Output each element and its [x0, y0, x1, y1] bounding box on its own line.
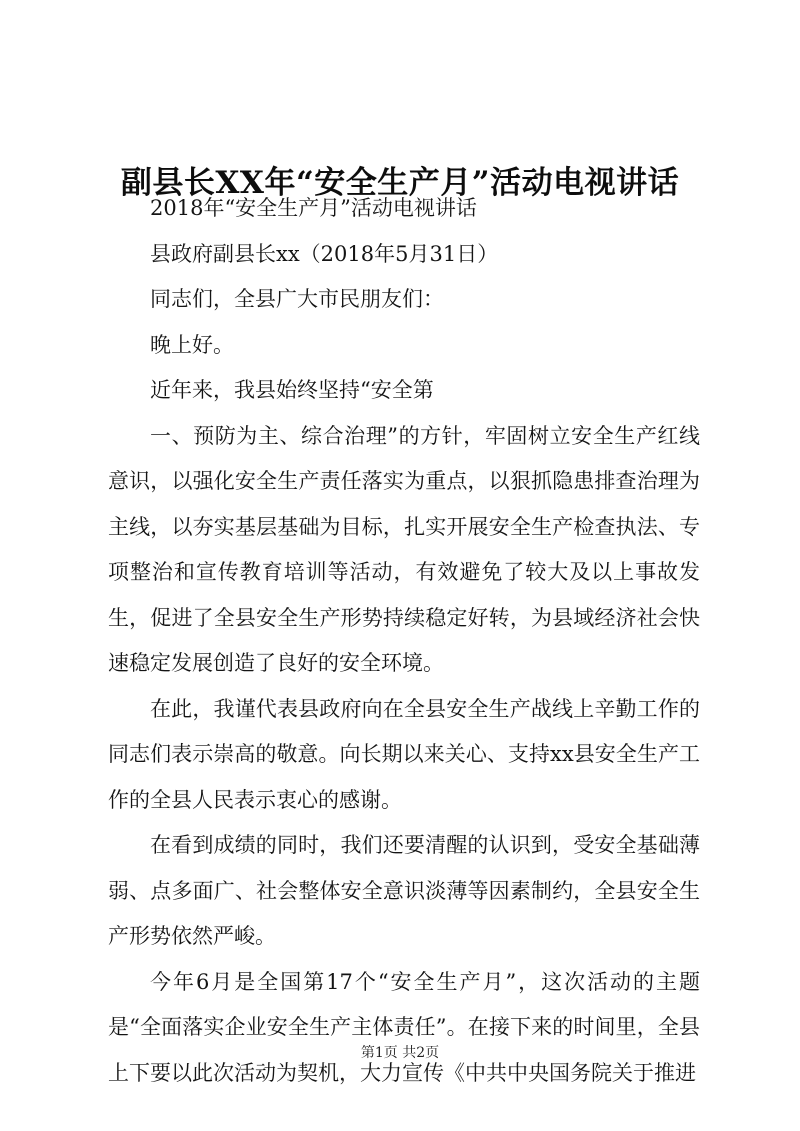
paragraph-speaker: 县政府副县长xx（2018年5月31日） [150, 241, 499, 266]
paragraph-salutation: 同志们，全县广大市民朋友们： [150, 287, 444, 311]
page-number-footer: 第1页 共2页 [360, 1045, 440, 1061]
paragraph-challenges: 在看到成绩的同时，我们还要清醒的认识到，受安全基础薄弱、点多面广、社会整体安全意识淡薄等因素制约，全县安全生产形势依然严峻。 [108, 833, 700, 948]
paragraph-thanks: 在此，我谨代表县政府向在全县安全生产战线上辛勤工作的同志们表示崇高的敬意。向长期以来关心、支持xx县安全生产工作的全县人民表示衷心的感谢。 [108, 696, 700, 812]
paragraph-intro: 近年来，我县始终坚持“安全第 [150, 378, 434, 402]
paragraph-greeting: 晚上好。 [150, 332, 234, 357]
paragraph-subtitle: 2018年“安全生产月”活动电视讲话 [150, 196, 477, 220]
document-title: 副县长XX年“安全生产月”活动电视讲话 [120, 164, 680, 201]
paragraph-theme: 今年6月是全国第17个“安全生产月”，这次活动的主题是“全面落实企业安全生产主体责任”。在接下来的时间里，全县上下要以此次活动为契机，大力宣传《中共中央国务院关于推进 [108, 969, 700, 1085]
paragraph-achievements: 一、预防为主、综合治理”的方针，牢固树立安全生产红线意识，以强化安全生产责任落实为重点，以狠抓隐患排查治理为主线，以夯实基层基础为目标，扎实开展安全生产检查执法、专项整治和宣传教育培训等活动，有效避免了较大及以上事故发生，促进了全县安全生产形势持续稳定好转，为县域经济社会快速稳定发展创造了良好的安全环境。 [108, 423, 700, 675]
document-body [108, 186, 700, 1096]
